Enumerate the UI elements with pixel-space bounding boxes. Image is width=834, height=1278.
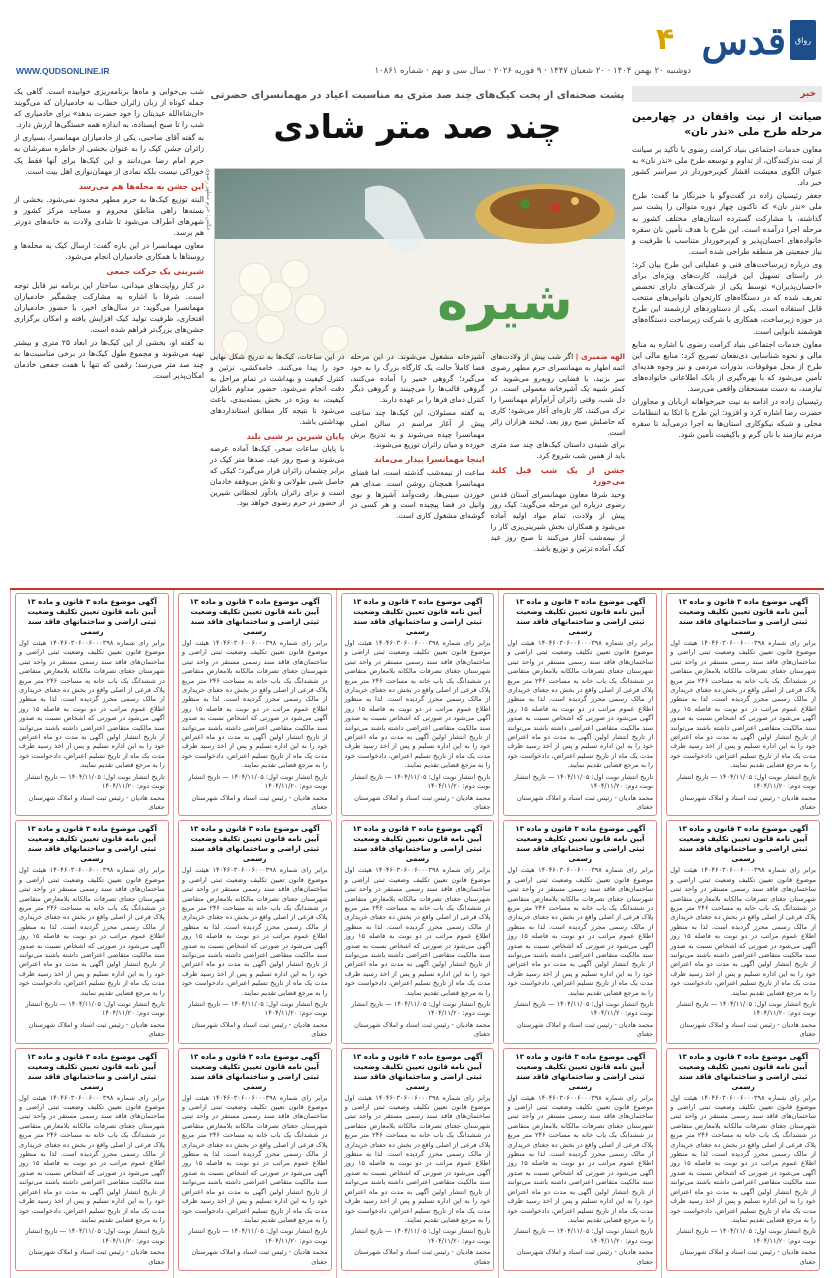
legal-notice[interactable] — [503, 593, 657, 816]
notice-column — [10, 590, 173, 1278]
notice-title: آگهی موضوع ماده ۳ قانون و ماده ۱۳ آیین نامه قانون تعیین تکلیف وضعیت ثبتی اراضی و ساختمانهای فاقد سند رسمی — [515, 597, 646, 636]
feature-paragraph: برای شنیدن داستان کیک‌های چند صد متری باید از همین شب شروع کرد. — [490, 440, 625, 461]
notice-body: برابر رای شماره ۱۴۰۴۶۰۳۰۶۰۰۶۰۰۰۳۹۸ هیئت اول موضوع قانون تعیین تکلیف وضعیت ثبتی اراضی و ساختمان‌های فاقد سند رسمی مستقر در واحد ثبتی شهرستان جغتای تصرفات مالکانه بلامعارض متقاضی در ششدانگ یک باب خانه به مساحت ۲۴۶ متر مربع پلاک فرعی از اصلی واقع در بخش ده جغتای خریداری از مالک رسمی محرز گردیده است. لذا به منظور اطلاع عموم مراتب در دو نوبت به فاصله ۱۵ روز آگهی می‌شود در صورتی که اشخاص نسبت به صدور سند مالکیت متقاضی اعتراضی داشته باشند می‌توانند از تاریخ انتشار اولین آگهی به مدت دو ماه اعتراض خود را به این اداره تسلیم و پس از اخذ رسید ظرف مدت یک ماه از تاریخ تسلیم اعتراض، دادخواست خود را به مرجع قضایی تقدیم نمایند. — [670, 639, 817, 770]
cake-illustration — [215, 169, 625, 359]
notice-signer: محمد هادیان - رئیس ثبت اسناد و املاک شهرستان جغتای — [679, 1020, 816, 1039]
notice-body: برابر رای شماره ۱۴۰۴۶۰۳۰۶۰۰۶۰۰۰۳۹۸ هیئت اول موضوع قانون تعیین تکلیف وضعیت ثبتی اراضی و ساختمان‌های فاقد سند رسمی مستقر در واحد ثبتی شهرستان جغتای تصرفات مالکانه بلامعارض متقاضی در ششدانگ یک باب خانه به مساحت ۲۴۶ متر مربع پلاک فرعی از اصلی واقع در بخش ده جغتای خریداری از مالک رسمی محرز گردیده است. لذا به منظور اطلاع عموم مراتب در دو نوبت به فاصله ۱۵ روز آگهی می‌شود در صورتی که اشخاص نسبت به صدور سند مالکیت متقاضی اعتراضی داشته باشند می‌توانند از تاریخ انتشار اولین آگهی به مدت دو ماه اعتراض خود را به این اداره تسلیم و پس از اخذ رسید ظرف مدت یک ماه از تاریخ تسلیم اعتراض، دادخواست خود را به مرجع قضایی تقدیم نمایند. — [181, 866, 328, 997]
notice-signer: محمد هادیان - رئیس ثبت اسناد و املاک شهرستان جغتای — [354, 793, 491, 811]
notice-dates: تاریخ انتشار نوبت اول: ۱۴۰۴/۱۱/۰۵ — تاریخ انتشار نوبت دوم: ۱۴۰۴/۱۱/۲۰ — [351, 1000, 491, 1018]
feature-paragraph: ساعت از نیمه‌شب گذشته است، اما فضای مهمانسرا همچنان روشن است. صدای هم خوردن سینی‌ها، رفت‌وآمد آشپزها و بوی وانیل در فضا پیچیده است و هر کسی در گوشه‌ای مشغول کاری است. — [350, 467, 485, 521]
sub-heading: جشن از یک شب قبل کلید می‌خورد — [490, 465, 625, 486]
legal-notice[interactable] — [666, 1048, 820, 1271]
notice-dates: تاریخ انتشار نوبت اول: ۱۴۰۴/۱۱/۰۵ — تاریخ انتشار نوبت دوم: ۱۴۰۴/۱۱/۲۰ — [351, 772, 491, 791]
notice-column — [336, 590, 499, 1278]
legal-notice[interactable] — [666, 593, 820, 816]
notice-title: آگهی موضوع ماده ۳ قانون و ماده ۱۳ آیین نامه قانون تعیین تکلیف وضعیت ثبتی اراضی و ساختمانهای فاقد سند رسمی — [352, 824, 483, 864]
notice-dates: تاریخ انتشار نوبت اول: ۱۴۰۴/۱۱/۰۵ — تاریخ انتشار نوبت دوم: ۱۴۰۴/۱۱/۲۰ — [513, 1227, 654, 1245]
sub-heading: اینجا مهمانسرا بیدار می‌ماند — [374, 455, 485, 465]
notice-signer: محمد هادیان - رئیس ثبت اسناد و املاک شهرستان جغتای — [191, 1020, 328, 1039]
notice-body: برابر رای شماره ۱۴۰۴۶۰۳۰۶۰۰۶۰۰۰۳۹۸ هیئت اول موضوع قانون تعیین تکلیف وضعیت ثبتی اراضی و ساختمان‌های فاقد سند رسمی مستقر در واحد ثبتی شهرستان جغتای تصرفات مالکانه بلامعارض متقاضی در ششدانگ یک باب خانه به مساحت ۲۴۶ متر مربع پلاک فرعی از اصلی واقع در بخش ده جغتای خریداری از مالک رسمی محرز گردیده است. لذا به منظور اطلاع عموم مراتب در دو نوبت به فاصله ۱۵ روز آگهی می‌شود در صورتی که اشخاص نسبت به صدور سند مالکیت متقاضی اعتراضی داشته باشند می‌توانند از تاریخ انتشار اولین آگهی به مدت دو ماه اعتراض خود را به این اداره تسلیم و پس از اخذ رسید ظرف مدت یک ماه از تاریخ تسلیم اعتراض، دادخواست خود را به مرجع قضایی تقدیم نمایند. — [507, 639, 654, 770]
legal-notice[interactable] — [341, 593, 495, 816]
legal-notice[interactable] — [15, 820, 169, 1043]
byline: الهه ضمیری | — [575, 352, 626, 361]
notice-title: آگهی موضوع ماده ۳ قانون و ماده ۱۳ آیین نامه قانون تعیین تکلیف وضعیت ثبتی اراضی و ساختمانهای فاقد سند رسمی — [678, 597, 809, 636]
notice-signer: محمد هادیان - رئیس ثبت اسناد و املاک شهرستان جغتای — [516, 1248, 654, 1266]
notice-signer: محمد هادیان - رئیس ثبت اسناد و املاک شهرستان جغتای — [191, 1248, 328, 1266]
notice-body: برابر رای شماره ۱۴۰۴۶۰۳۰۶۰۰۶۰۰۰۳۹۸ هیئت اول موضوع قانون تعیین تکلیف وضعیت ثبتی اراضی و ساختمان‌های فاقد سند رسمی مستقر در واحد ثبتی شهرستان جغتای تصرفات مالکانه بلامعارض متقاضی در ششدانگ یک باب خانه به مساحت ۲۴۶ متر مربع پلاک فرعی از اصلی واقع در بخش ده جغتای خریداری از مالک رسمی محرز گردیده است. لذا به منظور اطلاع عموم مراتب در دو نوبت به فاصله ۱۵ روز آگهی می‌شود در صورتی که اشخاص نسبت به صدور سند مالکیت متقاضی اعتراضی داشته باشند می‌توانند از تاریخ انتشار اولین آگهی به مدت دو ماه اعتراض خود را به این اداره تسلیم و پس از اخذ رسید ظرف مدت یک ماه از تاریخ تسلیم اعتراض، دادخواست خود را به مرجع قضایی تقدیم نمایند. — [19, 1093, 165, 1224]
notice-body: برابر رای شماره ۱۴۰۴۶۰۳۰۶۰۰۶۰۰۰۳۹۸ هیئت اول موضوع قانون تعیین تکلیف وضعیت ثبتی اراضی و ساختمان‌های فاقد سند رسمی مستقر در واحد ثبتی شهرستان جغتای تصرفات مالکانه بلامعارض متقاضی در ششدانگ یک باب خانه به مساحت ۲۴۶ متر مربع پلاک فرعی از اصلی واقع در بخش ده جغتای خریداری از مالک رسمی محرز گردیده است. لذا به منظور اطلاع عموم مراتب در دو نوبت به فاصله ۱۵ روز آگهی می‌شود در صورتی که اشخاص نسبت به صدور سند مالکیت متقاضی اعتراضی داشته باشند می‌توانند از تاریخ انتشار اولین آگهی به مدت دو ماه اعتراض خود را به این اداره تسلیم و پس از اخذ رسید ظرف مدت یک ماه از تاریخ تسلیم اعتراض، دادخواست خود را به مرجع قضایی تقدیم نمایند. — [670, 866, 817, 997]
notice-body: برابر رای شماره ۱۴۰۴۶۰۳۰۶۰۰۶۰۰۰۳۹۸ هیئت اول موضوع قانون تعیین تکلیف وضعیت ثبتی اراضی و ساختمان‌های فاقد سند رسمی مستقر در واحد ثبتی شهرستان جغتای تصرفات مالکانه بلامعارض متقاضی در ششدانگ یک باب خانه به مساحت ۲۴۶ متر مربع پلاک فرعی از اصلی واقع در بخش ده جغتای خریداری از مالک رسمی محرز گردیده است. لذا به منظور اطلاع عموم مراتب در دو نوبت به فاصله ۱۵ روز آگهی می‌شود در صورتی که اشخاص نسبت به صدور سند مالکیت متقاضی اعتراضی داشته باشند می‌توانند از تاریخ انتشار اولین آگهی به مدت دو ماه اعتراض خود را به این اداره تسلیم و پس از اخذ رسید ظرف مدت یک ماه از تاریخ تسلیم اعتراض، دادخواست خود را به مرجع قضایی تقدیم نمایند. — [670, 1093, 817, 1224]
notice-signer: محمد هادیان - رئیس ثبت اسناد و املاک شهرستان جغتای — [354, 1248, 491, 1266]
notice-signer: محمد هادیان - رئیس ثبت اسناد و املاک شهرستان جغتای — [354, 1020, 491, 1039]
section-tag: خبر — [632, 86, 822, 102]
notice-title: آگهی موضوع ماده ۳ قانون و ماده ۱۳ آیین نامه قانون تعیین تکلیف وضعیت ثبتی اراضی و ساختمانهای فاقد سند رسمی — [515, 1051, 646, 1091]
news-paragraph: جعفر رئیسیان زاده در گفت‌وگو با خبرنگار ما گفت: طرح ملی «نذر نان» که تاکنون چهار دوره متوالی را پشت سر گذاشته، با مشارکت گسترده استان‌های مختلف کشور به مرحله اجرا درآمده است. این طرح با هدف تأمین نان سفره خانواده‌های احسان‌پذیر و کم‌برخوردار متناسب با ظرفیت و نیاز جمعیتی هر منطقه طراحی شده است. — [632, 191, 822, 256]
notice-dates: تاریخ انتشار نوبت اول: ۱۴۰۴/۱۱/۰۵ — تاریخ انتشار نوبت دوم: ۱۴۰۴/۱۱/۲۰ — [25, 1227, 165, 1245]
feature-body — [210, 352, 625, 580]
notice-body: برابر رای شماره ۱۴۰۴۶۰۳۰۶۰۰۶۰۰۰۳۹۸ هیئت اول موضوع قانون تعیین تکلیف وضعیت ثبتی اراضی و ساختمان‌های فاقد سند رسمی مستقر در واحد ثبتی شهرستان جغتای تصرفات مالکانه بلامعارض متقاضی در ششدانگ یک باب خانه به مساحت ۲۴۶ متر مربع پلاک فرعی از اصلی واقع در بخش ده جغتای خریداری از مالک رسمی محرز گردیده است. لذا به منظور اطلاع عموم مراتب در دو نوبت به فاصله ۱۵ روز آگهی می‌شود در صورتی که اشخاص نسبت به صدور سند مالکیت متقاضی اعتراضی داشته باشند می‌توانند از تاریخ انتشار اولین آگهی به مدت دو ماه اعتراض خود را به این اداره تسلیم و پس از اخذ رسید ظرف مدت یک ماه از تاریخ تسلیم اعتراض، دادخواست خود را به مرجع قضایی تقدیم نمایند. — [19, 866, 165, 997]
notice-column — [661, 590, 824, 1278]
notice-signer: محمد هادیان - رئیس ثبت اسناد و املاک شهرستان جغتای — [28, 793, 165, 811]
notice-title: آگهی موضوع ماده ۳ قانون و ماده ۱۳ آیین نامه قانون تعیین تکلیف وضعیت ثبتی اراضی و ساختمانهای فاقد سند رسمی — [26, 1051, 157, 1091]
notice-dates: تاریخ انتشار نوبت اول: ۱۴۰۴/۱۱/۰۵ — تاریخ انتشار نوبت دوم: ۱۴۰۴/۱۱/۲۰ — [351, 1227, 491, 1245]
notice-body: برابر رای شماره ۱۴۰۴۶۰۳۰۶۰۰۶۰۰۰۳۹۸ هیئت اول موضوع قانون تعیین تکلیف وضعیت ثبتی اراضی و ساختمان‌های فاقد سند رسمی مستقر در واحد ثبتی شهرستان جغتای تصرفات مالکانه بلامعارض متقاضی در ششدانگ یک باب خانه به مساحت ۲۴۶ متر مربع پلاک فرعی از اصلی واقع در بخش ده جغتای خریداری از مالک رسمی محرز گردیده است. لذا به منظور اطلاع عموم مراتب در دو نوبت به فاصله ۱۵ روز آگهی می‌شود در صورتی که اشخاص نسبت به صدور سند مالکیت متقاضی اعتراضی داشته باشند می‌توانند از تاریخ انتشار اولین آگهی به مدت دو ماه اعتراض خود را به این اداره تسلیم و پس از اخذ رسید ظرف مدت یک ماه از تاریخ تسلیم اعتراض، دادخواست خود را به مرجع قضایی تقدیم نمایند. — [344, 1093, 491, 1224]
notice-dates: تاریخ انتشار نوبت اول: ۱۴۰۴/۱۱/۰۵ — تاریخ انتشار نوبت دوم: ۱۴۰۴/۱۱/۲۰ — [188, 772, 328, 791]
news-paragraph: رئیسیان زاده در ادامه به نیت خیرخواهانه اربابان و مجاوران حضرت رضا اشاره کرد و افزود: این طرح با اتکا به انتظامات محلی و شبکه نیکوکاری استان‌ها به اجرا درمی‌آید تا سفره مردم نیازمند با نان گرم و باکیفیت تأمین شود. — [632, 397, 822, 440]
brand-suffix: رواق — [790, 20, 816, 60]
notice-body: برابر رای شماره ۱۴۰۴۶۰۳۰۶۰۰۶۰۰۰۳۹۸ هیئت اول موضوع قانون تعیین تکلیف وضعیت ثبتی اراضی و ساختمان‌های فاقد سند رسمی مستقر در واحد ثبتی شهرستان جغتای تصرفات مالکانه بلامعارض متقاضی در ششدانگ یک باب خانه به مساحت ۲۴۶ متر مربع پلاک فرعی از اصلی واقع در بخش ده جغتای خریداری از مالک رسمی محرز گردیده است. لذا به منظور اطلاع عموم مراتب در دو نوبت به فاصله ۱۵ روز آگهی می‌شود در صورتی که اشخاص نسبت به صدور سند مالکیت متقاضی اعتراضی داشته باشند می‌توانند از تاریخ انتشار اولین آگهی به مدت دو ماه اعتراض خود را به این اداره تسلیم و پس از اخذ رسید ظرف مدت یک ماه از تاریخ تسلیم اعتراض، دادخواست خود را به مرجع قضایی تقدیم نمایند. — [19, 639, 165, 770]
info-bar — [16, 64, 691, 78]
legal-notice[interactable] — [503, 1048, 657, 1271]
continued-paragraph: در کنار روایت‌های میدانی، ساختار این برنامه نیز قابل توجه است. شرفا با اشاره به مشارکت چشمگیر خادمیاران مهمانسرا می‌گوید: در سال‌های اخیر، با حضور خادمیاران افتخاری، ظرفیت تولید کیک افزایش یافته و امکان برگزاری جشن‌های بزرگ‌تر فراهم شده است. — [14, 280, 204, 334]
notice-signer: محمد هادیان - رئیس ثبت اسناد و املاک شهرستان جغتای — [28, 1020, 165, 1039]
page-number: ۴ — [656, 22, 675, 57]
legal-notice[interactable] — [178, 1048, 332, 1271]
continued-paragraph: البته توزیع کیک‌ها به حرم مطهر محدود نمی‌شود. بخشی از بسته‌ها راهی مناطق محروم و مساجد مرکز کشور و شهرهای اطراف می‌شود تا شادی ولادت به خانه‌های دورتر هم برسد. — [14, 194, 204, 238]
legal-notice[interactable] — [341, 820, 495, 1043]
notice-title: آگهی موضوع ماده ۳ قانون و ماده ۱۳ آیین نامه قانون تعیین تکلیف وضعیت ثبتی اراضی و ساختمانهای فاقد سند رسمی — [26, 597, 157, 636]
website-link[interactable]: WWW.QUDSONLINE.IR — [16, 66, 110, 76]
notice-dates: تاریخ انتشار نوبت اول: ۱۴۰۴/۱۱/۰۵ — تاریخ انتشار نوبت دوم: ۱۴۰۴/۱۱/۲۰ — [676, 1227, 816, 1245]
cake-photo — [214, 168, 624, 358]
headline[interactable]: چند صد متر شادی — [273, 107, 562, 146]
feature-paragraph: وحید شرفا معاون مهمانسرای آستان قدس رضوی درباره این مرحله می‌گوید: کیک روز پیش از ولادت، تمام مواد اولیه آماده می‌شود و همکاران بخش شیرینی‌پزی کار را از نیمه‌شب آغاز می‌کنند تا صبح روز عید کیک آماده تزئین و توزیع باشد. — [490, 489, 625, 553]
feature-paragraph: به گفته مسئولان، این کیک‌ها چند ساعت پیش از آغاز مراسم در سالن اصلی مهمانسرا چیده می‌شوند و به تدریج برش خورده و میان زائران توزیع می‌شوند. — [350, 407, 485, 450]
notice-title: آگهی موضوع ماده ۳ قانون و ماده ۱۳ آیین نامه قانون تعیین تکلیف وضعیت ثبتی اراضی و ساختمانهای فاقد سند رسمی — [352, 597, 483, 636]
legal-notice[interactable] — [15, 1048, 169, 1271]
feature-paragraph: آشپزخانه مشغول می‌شوند. در این مرحله فضا کاملاً حالت یک کارگاه بزرگ را به خود می‌گیرد؛ گروهی خمیر را آماده می‌کنند، گروهی قالب‌ها را می‌چینند و گروهی دیگر کنترل دمای فرها را بر عهده دارند. — [350, 352, 485, 405]
notice-column — [498, 590, 661, 1278]
notice-title: آگهی موضوع ماده ۳ قانون و ماده ۱۳ آیین نامه قانون تعیین تکلیف وضعیت ثبتی اراضی و ساختمانهای فاقد سند رسمی — [515, 824, 646, 864]
continued-paragraph: به گفته آقای صاحبی، یکی از خادمیاران مهمانسرا، بسیاری از زائران جشن کیک را به عنوان بخشی از خاطره سفرشان به حرم امام رضا می‌دانند و این کیک‌ها برای آنها فقط یک خوراکی نیست بلکه نمادی از مهمان‌نوازی اهل بیت است. — [14, 133, 204, 176]
notice-title: آگهی موضوع ماده ۳ قانون و ماده ۱۳ آیین نامه قانون تعیین تکلیف وضعیت ثبتی اراضی و ساختمانهای فاقد سند رسمی — [189, 597, 320, 636]
sub-heading: شیرینی یک حرکت جمعی — [106, 267, 204, 277]
news-paragraph: وی درباره زیرساخت‌های فنی و عملیاتی این طرح بیان کرد: در راستای تسهیل این فرایند، کارت‌های ویژه‌ای برای «احسان‌پذیران» توسط یکی از شرکت‌های دارای تخصص تعریف شده که در دستگاه‌های کارتخوان نانوایی‌های منتخب قابل استفاده است. یکی از دستاوردهای ارزشمند این طرح در حوزه زیرساخت، همکاری با شرکت زیرساخت دستگاه‌های هوشمند نانوایی است. — [632, 259, 822, 336]
news-paragraph: معاون خدمات اجتماعی بنیاد کرامت رضوی با تأکید بر صیانت از نیت نذرکنندگان، از تداوم و توسعه طرح ملی «نذر نان» به عنوان الگوی معیشت اقشار کم‌برخوردار در سراسر کشور خبر داد. — [632, 145, 822, 188]
notice-signer: محمد هادیان - رئیس ثبت اسناد و املاک شهرستان جغتای — [516, 1020, 654, 1039]
legal-notice[interactable] — [178, 820, 332, 1043]
continued-column — [14, 86, 204, 580]
notice-body: برابر رای شماره ۱۴۰۴۶۰۳۰۶۰۰۶۰۰۰۳۹۸ هیئت اول موضوع قانون تعیین تکلیف وضعیت ثبتی اراضی و ساختمان‌های فاقد سند رسمی مستقر در واحد ثبتی شهرستان جغتای تصرفات مالکانه بلامعارض متقاضی در ششدانگ یک باب خانه به مساحت ۲۴۶ متر مربع پلاک فرعی از اصلی واقع در بخش ده جغتای خریداری از مالک رسمی محرز گردیده است. لذا به منظور اطلاع عموم مراتب در دو نوبت به فاصله ۱۵ روز آگهی می‌شود در صورتی که اشخاص نسبت به صدور سند مالکیت متقاضی اعتراضی داشته باشند می‌توانند از تاریخ انتشار اولین آگهی به مدت دو ماه اعتراض خود را به این اداره تسلیم و پس از اخذ رسید ظرف مدت یک ماه از تاریخ تسلیم اعتراض، دادخواست خود را به مرجع قضایی تقدیم نمایند. — [181, 639, 328, 770]
dateline: دوشنبه ۲۰ بهمن ۱۴۰۴ · ۲۰ شعبان ۱۴۴۷ · ۹ فوریه ۲۰۲۶ · سال سی و نهم · شماره ۱۰۸۶۱ — [374, 66, 691, 76]
kicker: پشت صحنه‌ای از پخت کیک‌های چند صد متری به مناسبت اعیاد در مهمانسرای حضرتی — [210, 90, 625, 101]
feature-column-2 — [350, 352, 484, 580]
feature-heading — [210, 86, 625, 166]
notice-body: برابر رای شماره ۱۴۰۴۶۰۳۰۶۰۰۶۰۰۰۳۹۸ هیئت اول موضوع قانون تعیین تکلیف وضعیت ثبتی اراضی و ساختمان‌های فاقد سند رسمی مستقر در واحد ثبتی شهرستان جغتای تصرفات مالکانه بلامعارض متقاضی در ششدانگ یک باب خانه به مساحت ۲۴۶ متر مربع پلاک فرعی از اصلی واقع در بخش ده جغتای خریداری از مالک رسمی محرز گردیده است. لذا به منظور اطلاع عموم مراتب در دو نوبت به فاصله ۱۵ روز آگهی می‌شود در صورتی که اشخاص نسبت به صدور سند مالکیت متقاضی اعتراضی داشته باشند می‌توانند از تاریخ انتشار اولین آگهی به مدت دو ماه اعتراض خود را به این اداره تسلیم و پس از اخذ رسید ظرف مدت یک ماه از تاریخ تسلیم اعتراض، دادخواست خود را به مرجع قضایی تقدیم نمایند. — [507, 1093, 654, 1224]
sub-heading: این جشن به محله‌ها هم می‌رسد — [78, 181, 204, 191]
masthead — [0, 0, 834, 86]
feature-paragraph: اگر شب پیش از ولادت‌های ائمه اطهار به مهمانسرای حرم مطهر رضوی سر بزنید، با فضایی روبه‌رو می‌شوید که کمتر شبیه یک آشپزخانه معمولی است. در دل شب، وقتی زائران آرام‌آرام مهمانسرا را ترک می‌کنند، کار تازه‌ای آغاز می‌شود؛ کاری که حاصلش صبح روز بعد، لبخند هزاران زائر است. — [490, 352, 625, 437]
continued-paragraph: به گفته او، بخشی از این کیک‌ها در ابعاد ۲۵ متری و بیشتر تهیه می‌شوند و مجموع طول کیک‌ها در برخی مناسبت‌ها به چند صد متر می‌رسد؛ رقمی که تنها با همت جمعی خادمان امکان‌پذیر است. — [14, 337, 204, 381]
legal-notice[interactable] — [341, 1048, 495, 1271]
notice-signer: محمد هادیان - رئیس ثبت اسناد و املاک شهرستان جغتای — [679, 793, 816, 811]
feature-paragraph: با پایان ساعات سحر، کیک‌ها آماده عرضه می‌شوند و صبح روز عید، صدها متر کیک در برابر چشمان زائران قرار می‌گیرد؛ کیکی که حاصل شبی طولانی و تلاش بی‌وقفه خادمان است و برای زائران یادآور لحظاتی شیرین از حضور در حرم رضوی خواهد بود. — [210, 444, 345, 508]
notice-dates: تاریخ انتشار نوبت اول: ۱۴۰۴/۱۱/۰۵ — تاریخ انتشار نوبت دوم: ۱۴۰۴/۱۱/۲۰ — [188, 1000, 328, 1018]
photo-credit: عکس: حرم مطهر رضوی — [205, 168, 212, 232]
notice-title: آگهی موضوع ماده ۳ قانون و ماده ۱۳ آیین نامه قانون تعیین تکلیف وضعیت ثبتی اراضی و ساختمانهای فاقد سند رسمی — [26, 824, 157, 864]
news-column — [632, 86, 822, 580]
legal-notice[interactable] — [503, 820, 657, 1043]
feature-column-3 — [210, 352, 344, 580]
legal-notices — [10, 588, 824, 1266]
brand-name: قدس — [701, 17, 786, 63]
cake-lettering: شیره — [437, 272, 573, 332]
continued-paragraph: معاون مهمانسرا در این باره گفت: ارسال کیک به محله‌ها و روستاها با همکاری خادمیاران انجام می‌شود. — [14, 241, 204, 262]
feature-column-1 — [491, 352, 625, 580]
notice-dates: تاریخ انتشار نوبت اول: ۱۴۰۴/۱۱/۰۵ — تاریخ انتشار نوبت دوم: ۱۴۰۴/۱۱/۲۰ — [513, 772, 654, 791]
legal-notice[interactable] — [666, 820, 820, 1043]
notice-body: برابر رای شماره ۱۴۰۴۶۰۳۰۶۰۰۶۰۰۰۳۹۸ هیئت اول موضوع قانون تعیین تکلیف وضعیت ثبتی اراضی و ساختمان‌های فاقد سند رسمی مستقر در واحد ثبتی شهرستان جغتای تصرفات مالکانه بلامعارض متقاضی در ششدانگ یک باب خانه به مساحت ۲۴۶ متر مربع پلاک فرعی از اصلی واقع در بخش ده جغتای خریداری از مالک رسمی محرز گردیده است. لذا به منظور اطلاع عموم مراتب در دو نوبت به فاصله ۱۵ روز آگهی می‌شود در صورتی که اشخاص نسبت به صدور سند مالکیت متقاضی اعتراضی داشته باشند می‌توانند از تاریخ انتشار اولین آگهی به مدت دو ماه اعتراض خود را به این اداره تسلیم و پس از اخذ رسید ظرف مدت یک ماه از تاریخ تسلیم اعتراض، دادخواست خود را به مرجع قضایی تقدیم نمایند. — [344, 639, 491, 770]
notice-body: برابر رای شماره ۱۴۰۴۶۰۳۰۶۰۰۶۰۰۰۳۹۸ هیئت اول موضوع قانون تعیین تکلیف وضعیت ثبتی اراضی و ساختمان‌های فاقد سند رسمی مستقر در واحد ثبتی شهرستان جغتای تصرفات مالکانه بلامعارض متقاضی در ششدانگ یک باب خانه به مساحت ۲۴۶ متر مربع پلاک فرعی از اصلی واقع در بخش ده جغتای خریداری از مالک رسمی محرز گردیده است. لذا به منظور اطلاع عموم مراتب در دو نوبت به فاصله ۱۵ روز آگهی می‌شود در صورتی که اشخاص نسبت به صدور سند مالکیت متقاضی اعتراضی داشته باشند می‌توانند از تاریخ انتشار اولین آگهی به مدت دو ماه اعتراض خود را به این اداره تسلیم و پس از اخذ رسید ظرف مدت یک ماه از تاریخ تسلیم اعتراض، دادخواست خود را به مرجع قضایی تقدیم نمایند. — [507, 866, 654, 997]
notice-dates: تاریخ انتشار نوبت اول: ۱۴۰۴/۱۱/۰۵ — تاریخ انتشار نوبت دوم: ۱۴۰۴/۱۱/۲۰ — [676, 772, 816, 791]
notice-title: آگهی موضوع ماده ۳ قانون و ماده ۱۳ آیین نامه قانون تعیین تکلیف وضعیت ثبتی اراضی و ساختمانهای فاقد سند رسمی — [678, 824, 809, 864]
notice-dates: تاریخ انتشار نوبت اول: ۱۴۰۴/۱۱/۰۵ — تاریخ انتشار نوبت دوم: ۱۴۰۴/۱۱/۲۰ — [188, 1227, 328, 1245]
sub-heading: پایان شیرین بر شبی بلند — [246, 431, 345, 441]
notice-body: برابر رای شماره ۱۴۰۴۶۰۳۰۶۰۰۶۰۰۰۳۹۸ هیئت اول موضوع قانون تعیین تکلیف وضعیت ثبتی اراضی و ساختمان‌های فاقد سند رسمی مستقر در واحد ثبتی شهرستان جغتای تصرفات مالکانه بلامعارض متقاضی در ششدانگ یک باب خانه به مساحت ۲۴۶ متر مربع پلاک فرعی از اصلی واقع در بخش ده جغتای خریداری از مالک رسمی محرز گردیده است. لذا به منظور اطلاع عموم مراتب در دو نوبت به فاصله ۱۵ روز آگهی می‌شود در صورتی که اشخاص نسبت به صدور سند مالکیت متقاضی اعتراضی داشته باشند می‌توانند از تاریخ انتشار اولین آگهی به مدت دو ماه اعتراض خود را به این اداره تسلیم و پس از اخذ رسید ظرف مدت یک ماه از تاریخ تسلیم اعتراض، دادخواست خود را به مرجع قضایی تقدیم نمایند. — [344, 866, 491, 997]
newspaper-logo[interactable] — [680, 14, 816, 66]
notice-dates: تاریخ انتشار نوبت اول: ۱۴۰۴/۱۱/۰۵ — تاریخ انتشار نوبت دوم: ۱۴۰۴/۱۱/۲۰ — [513, 1000, 654, 1018]
notice-body: برابر رای شماره ۱۴۰۴۶۰۳۰۶۰۰۶۰۰۰۳۹۸ هیئت اول موضوع قانون تعیین تکلیف وضعیت ثبتی اراضی و ساختمان‌های فاقد سند رسمی مستقر در واحد ثبتی شهرستان جغتای تصرفات مالکانه بلامعارض متقاضی در ششدانگ یک باب خانه به مساحت ۲۴۶ متر مربع پلاک فرعی از اصلی واقع در بخش ده جغتای خریداری از مالک رسمی محرز گردیده است. لذا به منظور اطلاع عموم مراتب در دو نوبت به فاصله ۱۵ روز آگهی می‌شود در صورتی که اشخاص نسبت به صدور سند مالکیت متقاضی اعتراضی داشته باشند می‌توانند از تاریخ انتشار اولین آگهی به مدت دو ماه اعتراض خود را به این اداره تسلیم و پس از اخذ رسید ظرف مدت یک ماه از تاریخ تسلیم اعتراض، دادخواست خود را به مرجع قضایی تقدیم نمایند. — [181, 1093, 328, 1224]
notice-dates: تاریخ انتشار نوبت اول: ۱۴۰۴/۱۱/۰۵ — تاریخ انتشار نوبت دوم: ۱۴۰۴/۱۱/۲۰ — [25, 772, 165, 791]
legal-notice[interactable] — [178, 593, 332, 816]
notice-dates: تاریخ انتشار نوبت اول: ۱۴۰۴/۱۱/۰۵ — تاریخ انتشار نوبت دوم: ۱۴۰۴/۱۱/۲۰ — [25, 1000, 165, 1018]
notice-dates: تاریخ انتشار نوبت اول: ۱۴۰۴/۱۱/۰۵ — تاریخ انتشار نوبت دوم: ۱۴۰۴/۱۱/۲۰ — [676, 1000, 816, 1018]
notice-signer: محمد هادیان - رئیس ثبت اسناد و املاک شهرستان جغتای — [516, 793, 654, 811]
news-paragraph: معاون خدمات اجتماعی بنیاد کرامت رضوی با اشاره به منابع مالی و نحوه شناسایی ذی‌نفعان تصریح کرد: منابع مالی این طرح از محل موقوفات، نذورات مردمی و نیز وجوه هدیه‌ای تأمین می‌شود که با بهره‌گیری از بانک اطلاعاتی خانواده‌های نیازمند، به دست مستحقان واقعی می‌رسد. — [632, 339, 822, 393]
notice-title: آگهی موضوع ماده ۳ قانون و ماده ۱۳ آیین نامه قانون تعیین تکلیف وضعیت ثبتی اراضی و ساختمانهای فاقد سند رسمی — [189, 1051, 320, 1091]
notice-title: آگهی موضوع ماده ۳ قانون و ماده ۱۳ آیین نامه قانون تعیین تکلیف وضعیت ثبتی اراضی و ساختمانهای فاقد سند رسمی — [189, 824, 320, 864]
notice-title: آگهی موضوع ماده ۳ قانون و ماده ۱۳ آیین نامه قانون تعیین تکلیف وضعیت ثبتی اراضی و ساختمانهای فاقد سند رسمی — [678, 1051, 809, 1091]
notice-title: آگهی موضوع ماده ۳ قانون و ماده ۱۳ آیین نامه قانون تعیین تکلیف وضعیت ثبتی اراضی و ساختمانهای فاقد سند رسمی — [352, 1051, 483, 1091]
notice-signer: محمد هادیان - رئیس ثبت اسناد و املاک شهرستان جغتای — [679, 1248, 816, 1266]
notice-column — [173, 590, 336, 1278]
legal-notice[interactable] — [15, 593, 169, 816]
notice-signer: محمد هادیان - رئیس ثبت اسناد و املاک شهرستان جغتای — [191, 793, 328, 811]
continued-paragraph: شب بی‌خوابی و ماه‌ها برنامه‌ریزی خوابیده است. گاهی یک جمله کوتاه از زبان زائران خطاب به خادمیاران که می‌گویند «ان‌شاءالله عیدیتان را خود حضرت بدهد» برای خادمیاری که شب را تا صبح ایستاده، به اندازه همه خستگی‌ها ارزش دارد. — [14, 87, 204, 130]
notice-signer: محمد هادیان - رئیس ثبت اسناد و املاک شهرستان جغتای — [28, 1248, 165, 1266]
news-title[interactable]: صیانت از نیت واقفان در چهارمین مرحله طرح ملی «نذر نان» — [632, 111, 822, 138]
feature-paragraph: در این ساعات، کیک‌ها به تدریج شکل نهایی خود را پیدا می‌کنند. خامه‌کشی، تزئین و کنترل کیفیت و بهداشت در تمام مراحل به دقت انجام می‌شود. حضور مداوم ناظران کیفیت، به ویژه در بخش بسته‌بندی، باعث می‌شود تا نتیجه کار مطابق استانداردهای بهداشتی باشد. — [210, 352, 345, 426]
